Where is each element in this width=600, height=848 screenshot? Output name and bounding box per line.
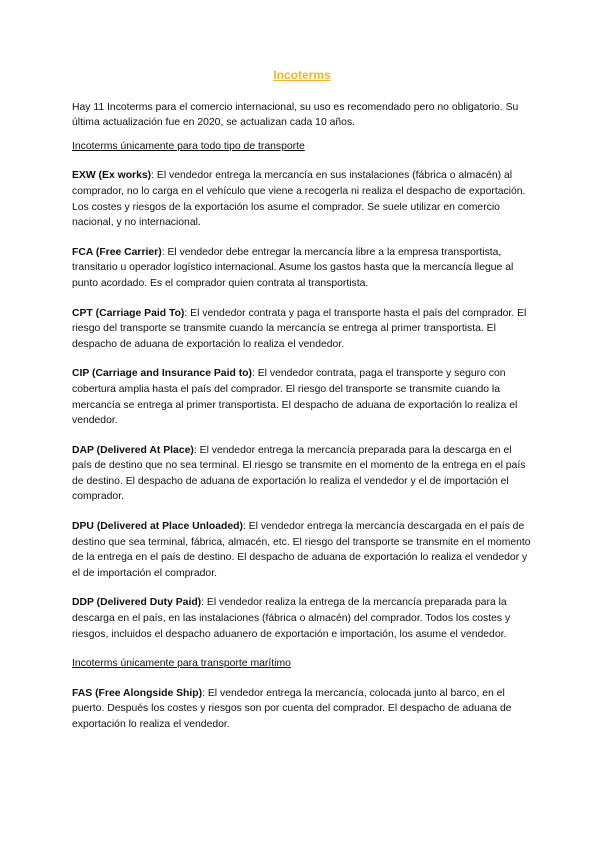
term-text: : El vendedor entrega la mercancía preparada para la descarga en el país de destino que no sea terminal. El riesgo se transmite en el momento de la entrega en el país de destino. El despacho de aduana de exportación lo realiza el vendedor y el de importación el comprador.	[72, 444, 526, 503]
term-cpt	[72, 306, 532, 353]
section-heading-all-transport: Incoterms únicamente para todo tipo de transporte	[72, 140, 305, 152]
term-dpu	[72, 519, 532, 581]
term-name: FCA (Free Carrier)	[72, 246, 162, 258]
term-name: CIP (Carriage and Insurance Paid to)	[72, 368, 252, 380]
term-text: : El vendedor realiza la entrega de la mercancía preparada para la descarga en el país, en las instalaciones (fábrica o almacén) del comprador. Todos los costes y riesgos, incluidos el despacho aduanero de exportación e importación, los asume el vendedor.	[72, 597, 511, 640]
term-text: : El vendedor contrata, paga el transporte y seguro con cobertura amplia hasta el país del comprador. El riesgo del transporte se transmite cuando la mercancía se entrega al primer transportista. El despacho de aduana de exportación lo realiza el vendedor.	[72, 368, 518, 427]
term-text: : El vendedor entrega la mercancía descargada en el país de destino que sea terminal, fábrica, almacén, etc. El riesgo del transporte se transmite en el momento de la entrega en el país de destino. El despacho de aduana de exportación lo realiza el vendedor y el de importación el comprador.	[72, 521, 531, 579]
term-name: EXW (Ex works)	[72, 170, 152, 182]
term-exw	[72, 168, 532, 230]
term-name: FAS (Free Alongside Ship)	[72, 687, 203, 699]
term-text: : El vendedor contrata y paga el transporte hasta el país del comprador. El riesgo del transporte se transmite cuando la mercancía se entrega al primer transportista. El despacho de aduana de exportación lo realiza el vendedor.	[72, 307, 527, 350]
term-text: : El vendedor debe entregar la mercancía libre a la empresa transportista, transitario u operador logístico internacional. Asume los gastos hasta que la mercancía llegue al punto acordado. Es el comprador quien contrata al transportista.	[72, 246, 514, 289]
term-name: DAP (Delivered At Place)	[72, 444, 194, 456]
term-name: CPT (Carriage Paid To)	[72, 307, 185, 319]
term-dap	[72, 443, 532, 505]
term-ddp	[72, 595, 532, 642]
term-name: DDP (Delivered Duty Paid)	[72, 597, 202, 609]
term-fas	[72, 686, 532, 733]
section-heading-maritime: Incoterms únicamente para transporte marítimo	[72, 658, 291, 670]
term-name: DPU (Delivered at Place Unloaded)	[72, 521, 243, 533]
term-text: : El vendedor entrega la mercancía en sus instalaciones (fábrica o almacén) al comprador, no lo carga en el vehículo que viene a recogerla ni realiza el despacho de exportación. Los costes y riesgos de la exportación los asume el comprador. Se suele utilizar en comercio nacional, y no internacional.	[72, 170, 526, 229]
document-page	[72, 68, 532, 747]
term-text: : El vendedor entrega la mercancía, colocada junto al barco, en el puerto. Después los costes y riesgos son por cuenta del comprador. El despacho de aduana de exportación lo realiza el vendedor.	[72, 687, 512, 730]
term-fca	[72, 245, 532, 292]
document-title: Incoterms	[273, 68, 331, 82]
term-cip	[72, 366, 532, 428]
intro-paragraph: Hay 11 Incoterms para el comercio internacional, su uso es recomendado pero no obligatorio. Su última actualización fue en 2020, se actualizan cada 10 años.	[72, 101, 519, 129]
